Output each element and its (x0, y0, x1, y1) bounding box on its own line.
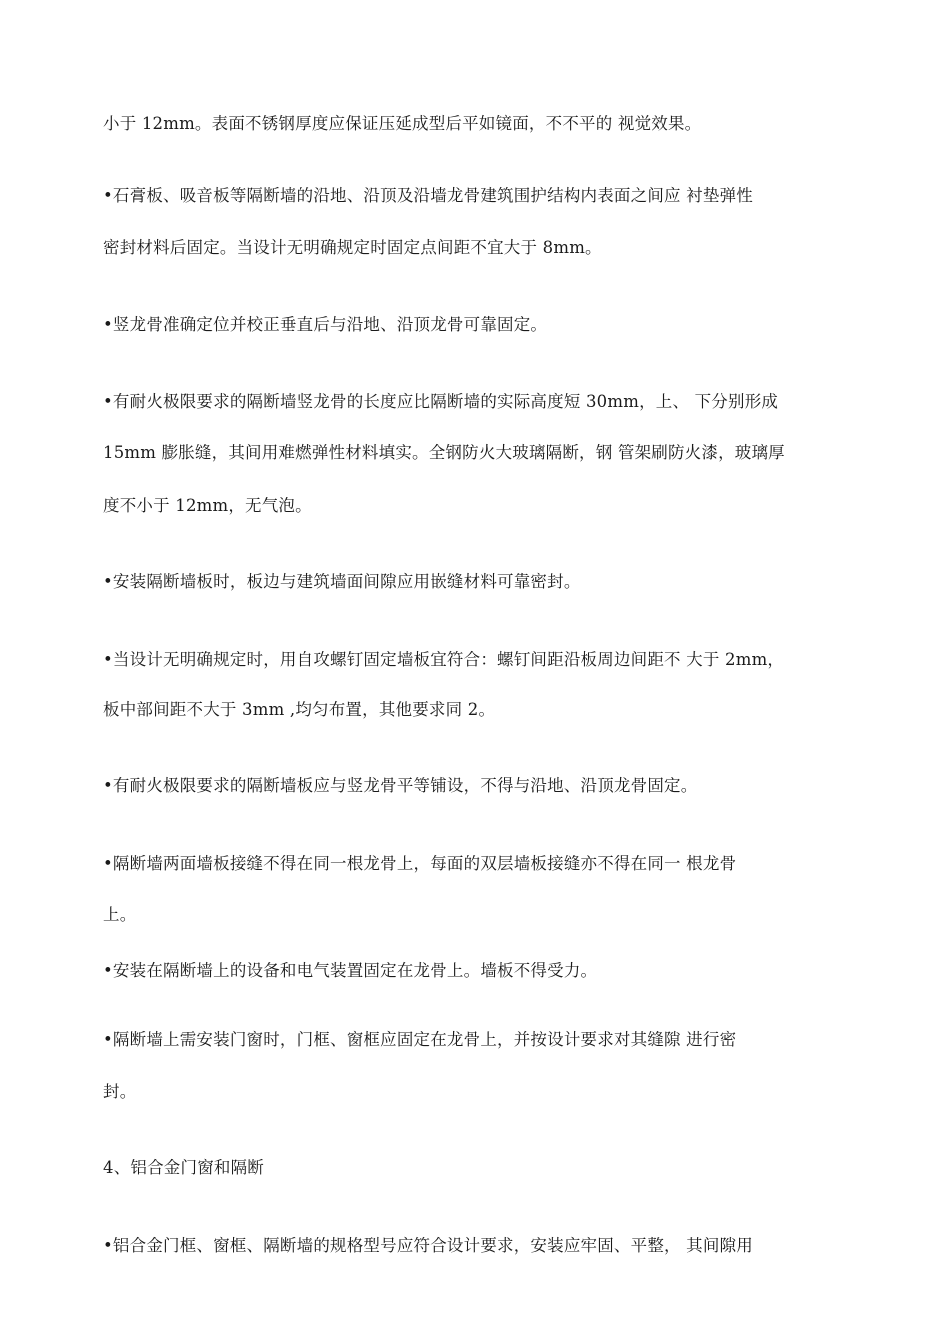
text-line: •安装在隔断墙上的设备和电气装置固定在龙骨上。墙板不得受力。 (103, 961, 598, 980)
text-line: •铝合金门框、窗框、隔断墙的规格型号应符合设计要求，安装应牢固、平整， 其间隙用 (103, 1236, 753, 1255)
text-line: •有耐火极限要求的隔断墙竖龙骨的长度应比隔断墙的实际高度短 30mm，上、 下分别形成 (103, 392, 779, 411)
text-line: 15mm 膨胀缝，其间用难燃弹性材料填实。全钢防火大玻璃隔断，钢 管架刷防火漆，玻璃厚 (103, 443, 785, 462)
text-line: 度不小于 12mm，无气泡。 (103, 496, 312, 515)
text-line: 小于 12mm。表面不锈钢厚度应保证压延成型后平如镜面，不不平的 视觉效果。 (103, 114, 702, 133)
text-line: •有耐火极限要求的隔断墙板应与竖龙骨平等铺设，不得与沿地、沿顶龙骨固定。 (103, 776, 698, 795)
text-line: •竖龙骨准确定位并校正垂直后与沿地、沿顶龙骨可靠固定。 (103, 315, 548, 334)
text-line: •安装隔断墙板时，板边与建筑墙面间隙应用嵌缝材料可靠密封。 (103, 572, 581, 591)
text-line: 封。 (103, 1082, 137, 1101)
text-line: 密封材料后固定。当设计无明确规定时固定点间距不宜大于 8mm。 (103, 238, 602, 257)
text-line: 板中部间距不大于 3mm ,均匀布置，其他要求同 2。 (103, 700, 496, 719)
text-line: •隔断墙两面墙板接缝不得在同一根龙骨上，每面的双层墙板接缝亦不得在同一 根龙骨 (103, 854, 737, 873)
text-line: •石膏板、吸音板等隔断墙的沿地、沿顶及沿墙龙骨建筑围护结构内表面之间应 衬垫弹性 (103, 186, 753, 205)
text-line: •隔断墙上需安装门窗时，门框、窗框应固定在龙骨上，并按设计要求对其缝隙 进行密 (103, 1030, 737, 1049)
text-line: 上。 (103, 905, 137, 924)
text-line: •当设计无明确规定时，用自攻螺钉固定墙板宜符合：螺钉间距沿板周边间距不 大于 2mm， (103, 650, 785, 669)
section-heading: 4、铝合金门窗和隔断 (103, 1158, 264, 1177)
